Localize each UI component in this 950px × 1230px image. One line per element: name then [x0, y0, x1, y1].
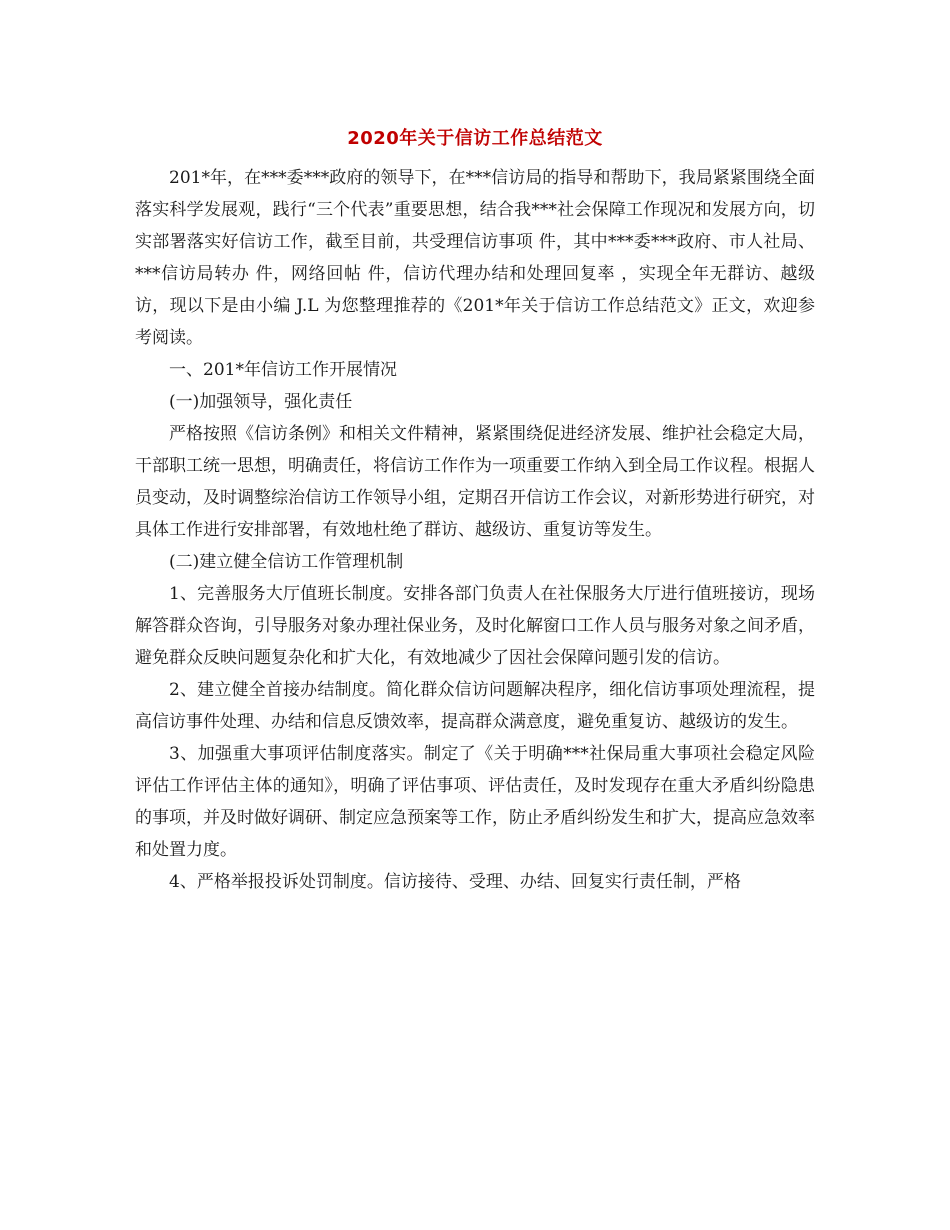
document-body	[135, 162, 815, 898]
subsection-heading-2: (二)建立健全信访工作管理机制	[169, 552, 404, 572]
paragraph-intro: 201*年，在***委***政府的领导下，在***信访局的指导和帮助下，我局紧紧围绕全面落实科学发展观，践行“三个代表”重要思想，结合我***社会保障工作现况和发展方向，切实部署落实好信访工作，截至目前，共受理信访事项 件，其中***委***政府、市人社局、***信访局转办 件，网络回帖 件，信访代理办结和处理回复率 ，实现全年无群访、越级访，现以下是由小编 J.L 为您整理推荐的《201*年关于信访工作总结范文》正文，欢迎参考阅读。	[135, 168, 815, 348]
paragraph-leadership: 严格按照《信访条例》和相关文件精神，紧紧围绕促进经济发展、维护社会稳定大局，干部职工统一思想，明确责任，将信访工作作为一项重要工作纳入到全局工作议程。根据人员变动，及时调整综治信访工作领导小组，定期召开信访工作会议，对新形势进行研究，对具体工作进行安排部署，有效地杜绝了群访、越级访、重复访等发生。	[135, 424, 815, 540]
paragraph-item-1: 1、完善服务大厅值班长制度。安排各部门负责人在社保服务大厅进行值班接访，现场解答群众咨询，引导服务对象办理社保业务，及时化解窗口工作人员与服务对象之间矛盾，避免群众反映问题复杂化和扩大化，有效地减少了因社会保障问题引发的信访。	[135, 584, 815, 668]
paragraph-item-3: 3、加强重大事项评估制度落实。制定了《关于明确***社保局重大事项社会稳定风险评估工作评估主体的通知》，明确了评估事项、评估责任，及时发现存在重大矛盾纠纷隐患的事项，并及时做好调研、制定应急预案等工作，防止矛盾纠纷发生和扩大，提高应急效率和处置力度。	[135, 744, 815, 860]
paragraph-item-2: 2、建立健全首接办结制度。简化群众信访问题解决程序，细化信访事项处理流程，提高信访事件处理、办结和信息反馈效率，提高群众满意度，避免重复访、越级访的发生。	[135, 680, 815, 732]
subsection-heading-1: (一)加强领导，强化责任	[169, 392, 353, 412]
section-heading-1: 一、201*年信访工作开展情况	[169, 360, 397, 380]
paragraph-item-4: 4、严格举报投诉处罚制度。信访接待、受理、办结、回复实行责任制，严格	[169, 872, 741, 892]
document-title: 2020年关于信访工作总结范文	[347, 128, 603, 149]
